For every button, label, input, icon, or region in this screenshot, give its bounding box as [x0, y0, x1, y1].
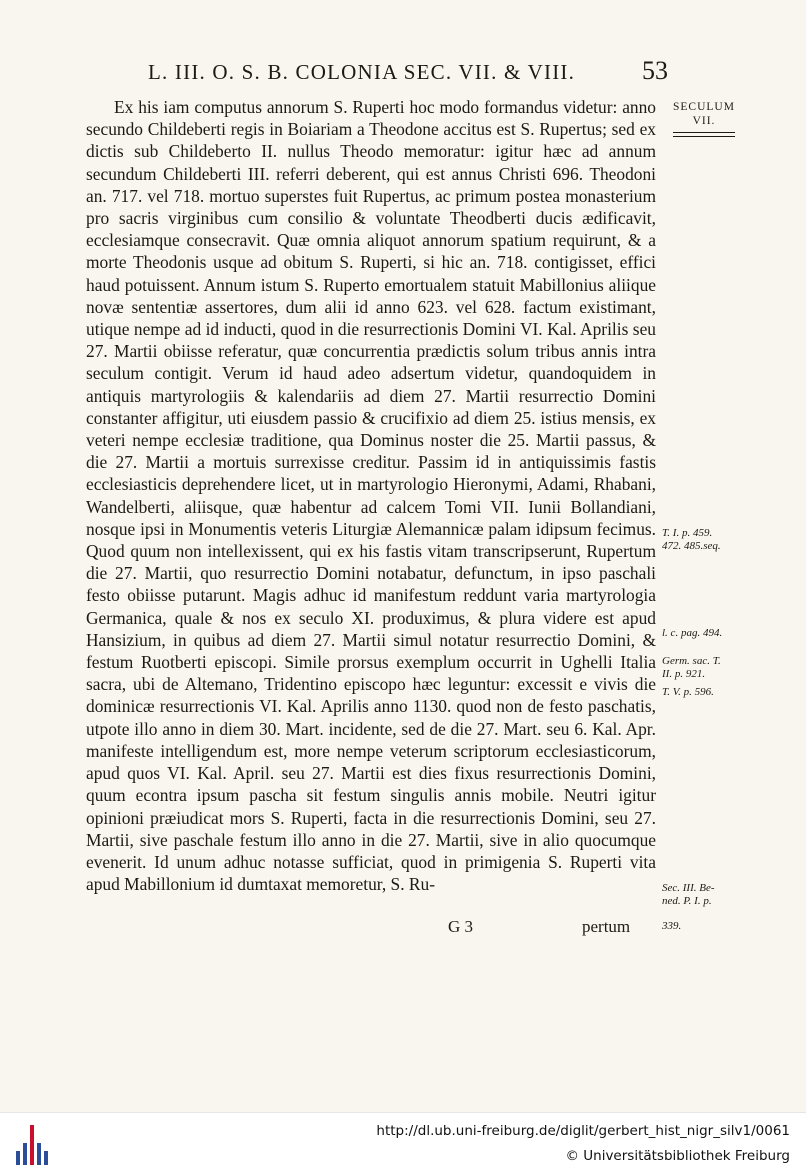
- margin-note-line: Germ. sac. T.: [662, 655, 721, 667]
- seculum-label: SECULUM: [673, 101, 735, 113]
- running-head: [148, 56, 668, 92]
- margin-note-2: [662, 627, 722, 640]
- margin-note-5: [662, 882, 715, 908]
- copyright-text: © Universitätsbibliothek Freiburg: [565, 1148, 790, 1164]
- document-url-link[interactable]: http://dl.ub.uni-freiburg.de/diglit/gerbert_hist_nigr_silv1/0061: [376, 1123, 790, 1139]
- body-text: [86, 96, 656, 895]
- margin-note-6: [662, 920, 681, 933]
- page-number: 53: [642, 56, 668, 85]
- viewer-footer: [0, 1112, 806, 1176]
- margin-note-line: 339.: [662, 920, 682, 932]
- signature-mark: G 3: [448, 917, 474, 936]
- margin-note-line: l. c. pag. 494.: [662, 627, 723, 639]
- margin-note-3: [662, 655, 721, 681]
- logo-bar: [16, 1151, 20, 1165]
- seculum-rule: [673, 132, 735, 137]
- margin-note-line: T. V. p. 596.: [662, 686, 714, 698]
- logo-bar: [23, 1143, 27, 1165]
- seculum-marker: [673, 100, 735, 137]
- logo-bar: [37, 1143, 41, 1165]
- running-title: L. III. O. S. B. COLONIA SEC. VII. & VIII.: [148, 60, 576, 84]
- margin-note-line: 472. 485.seq.: [662, 540, 721, 552]
- paragraph: Ex his iam computus annorum S. Ruperti hoc modo formandus videtur: anno secundo Childeberti regis in Boiariam a Theodone accitus est S. Rupertus; sed ex dictis sub Childeberto II. nullus Theodo memoratur: igitur hæc ad annum secundum Childeberti III. referri deberent, qui est annus Christi 696. Theodoni an. 717. vel 718. mortuo superstes fuit Rupertus, ac primum postea monasterium pro sacris virginibus cum consilio & voluntate Theodberti ducis ædificavit, ecclesiamque consecravit. Quæ omnia aliquot annorum spatium requirunt, & a morte Theodonis usque ad obitum S. Ruperti, si hic an. 718. contigisset, effici haud potuissent. Annum istum S. Ruperto emortualem statuit Mabillonius aliique novæ sententiæ assertores, dum alii id anno 623. vel 628. factum existimant, utique nempe ad id inducti, quod in die resurrectionis Domini VI. Kal. Aprilis seu 27. Martii obiisse referatur, quæ concurrentia prædictis solum tribus annis intra seculum contigit. Verum id haud adeo adsertum videtur, quandoquidem in antiquis martyrologiis & kalendariis ad diem 27. Martii resurrectio Domini constanter affigitur, uti eiusdem passio & crucifixio ad diem 25. istius mensis, ex veteri nempe ecclesiæ traditione, qua Dominus noster die 25. Martii passus, & die 27. Martii a mortuis surrexisse creditur. Passim id in antiquissimis fastis ecclesiasticis deprehendere licet, ut in martyrologio Hieronymi, Adami, Rhabani, Wandelberti, aliisque, quæ habentur ad calcem Tomi VII. Iunii Bollandiani, nosque ipsi in Monumentis veteris Liturgiæ Alemannicæ palam idipsum fecimus. Quod quum non intellexissent, qui ex his fastis vitam transcripserunt, Rupertum die 27. Martii, quo resurrectio Domini notabatur, defunctum, in ipso paschali festo obiisse putarunt. Magis adhuc id manifestum reddunt varia martyrologia Germanica, quale & nos ex seculo XI. produximus, & plura videre est apud Hansizium, in quibus ad diem 27. Martii simul notatur resurrectio Domini, & festum Ruotberti episcopi. Simile prorsus exemplum occurrit in Ughelli Italia sacra, ubi de Altemano, Tridentino episcopo hæc leguntur: excessit e vivis die dominicæ resurrectionis VI. Kal. Aprilis anno 1130. quod non de festo paschatis, utpote illo anno in diem 30. Mart. incidente, sed de die 27. Mart. seu 6. Kal. Apr. manifeste intelligendum est, more nempe veterum scriptorum ecclesiasticorum, apud quos VI. Kal. April. seu 27. Martii est dies fixus resurrectionis Domini, quum econtra ipsum pascha sit festum singulis annis mobile. Neutri igitur opinioni præiudicat mors S. Ruperti, facta in die resurrectionis Domini, seu 27. Martii, sive paschale festum illo anno in die 27. Martii, sive in alio quocumque evenerit. Id unum adhuc notasse sufficiat, quod in primigenia S. Ruperti vita apud Mabillonium id dumtaxat memoretur, S. Ru-: [86, 97, 656, 895]
- catchword: pertum: [582, 917, 631, 936]
- seculum-number: VII.: [692, 115, 716, 127]
- margin-note-line: II. p. 921.: [662, 668, 706, 680]
- margin-note-4: [662, 686, 714, 699]
- margin-note-line: ned. P. I. p.: [662, 895, 712, 907]
- logo-bar: [44, 1151, 48, 1165]
- margin-note-1: [662, 527, 721, 553]
- margin-note-line: Sec. III. Be-: [662, 882, 715, 894]
- logo-bar: [30, 1125, 34, 1165]
- margin-note-line: T. I. p. 459.: [662, 527, 713, 539]
- library-logo-icon[interactable]: [16, 1125, 50, 1165]
